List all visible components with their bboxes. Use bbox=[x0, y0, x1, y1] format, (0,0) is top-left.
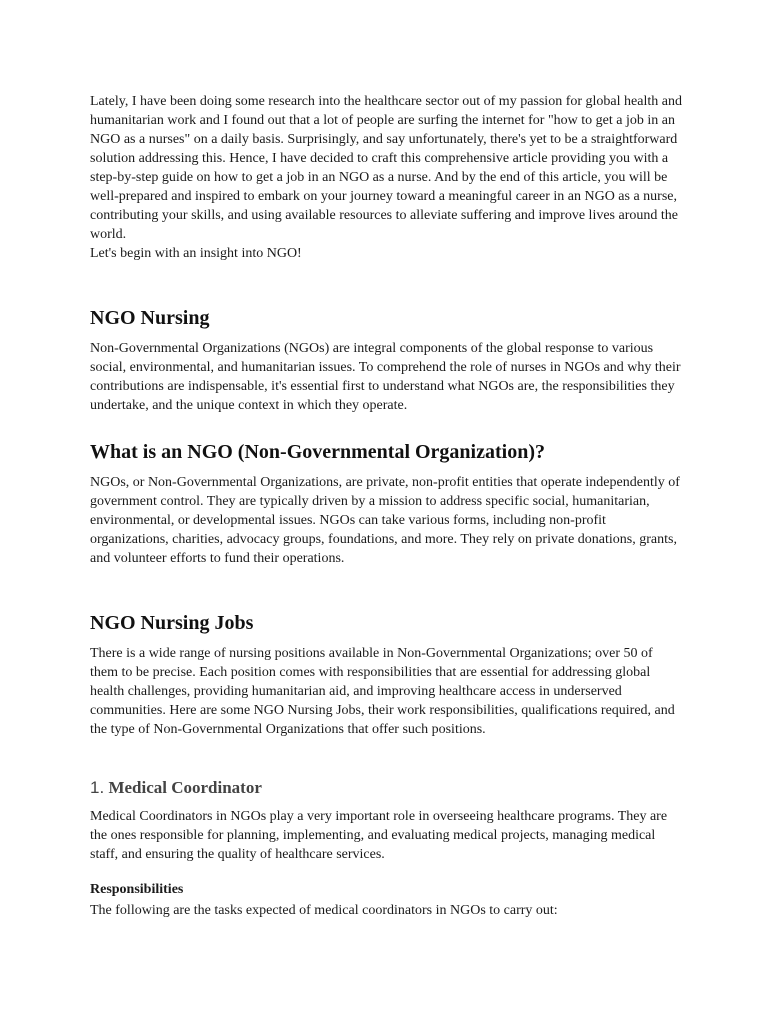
heading-ngo-nursing: NGO Nursing bbox=[90, 307, 210, 329]
heading-ngo-nursing-jobs: NGO Nursing Jobs bbox=[90, 612, 254, 634]
what-is-ngo-paragraph: NGOs, or Non-Governmental Organizations, are private, non-profit entities that operate independently of government control. They are typically driven by a mission to address specific social, humanitarian, environmental, or developmental issues. NGOs can take various forms, including non-profit organizations, charities, advocacy groups, foundations, and more. They rely on private donations, grants, and volunteer efforts to fund their operations. bbox=[90, 475, 680, 566]
heading-text: Medical Coordinator bbox=[108, 778, 262, 797]
heading-what-is-ngo: What is an NGO (Non-Governmental Organization)? bbox=[90, 441, 545, 463]
medical-coordinator-paragraph: Medical Coordinators in NGOs play a very important role in overseeing healthcare programs. They are the ones responsible for planning, implementing, and evaluating medical projects, managing medical staff, and ensuring the quality of healthcare services. bbox=[90, 809, 668, 862]
heading-number: 1. bbox=[90, 778, 105, 797]
ngo-nursing-jobs-paragraph: There is a wide range of nursing positions available in Non-Governmental Organizations; over 50 of them to be precise. Each position comes with responsibilities that are essential for addressing global health challenges, providing humanitarian aid, and improving healthcare access in underserved communities. Here are some NGO Nursing Jobs, their work responsibilities, qualifications required, and the type of Non-Governmental Organizations that offer such positions. bbox=[90, 646, 675, 737]
heading-medical-coordinator bbox=[90, 777, 262, 799]
intro-line: Let's begin with an insight into NGO! bbox=[90, 246, 302, 261]
responsibilities-label: Responsibilities bbox=[90, 882, 184, 897]
intro-paragraph: Lately, I have been doing some research into the healthcare sector out of my passion for global health and humanitarian work and I found out that a lot of people are surfing the internet for "how to get a job in an NGO as a nurses" on a daily basis. Surprisingly, and say unfortunately, there's yet to be a straightforward solution addressing this. Hence, I have decided to craft this comprehensive article providing you with a step-by-step guide on how to get a job in an NGO as a nurse. And by the end of this article, you will be well-prepared and inspired to embark on your journey toward a meaningful career in an NGO as a nurse, contributing your skills, and using available resources to alleviate suffering and improve lives around the world. bbox=[90, 94, 682, 242]
ngo-nursing-paragraph: Non-Governmental Organizations (NGOs) are integral components of the global response to various social, environmental, and humanitarian issues. To comprehend the role of nurses in NGOs and why their contributions are indispensable, it's essential first to understand what NGOs are, the responsibilities they undertake, and the unique context in which they operate. bbox=[90, 341, 681, 413]
responsibilities-intro: The following are the tasks expected of medical coordinators in NGOs to carry out: bbox=[90, 903, 558, 918]
